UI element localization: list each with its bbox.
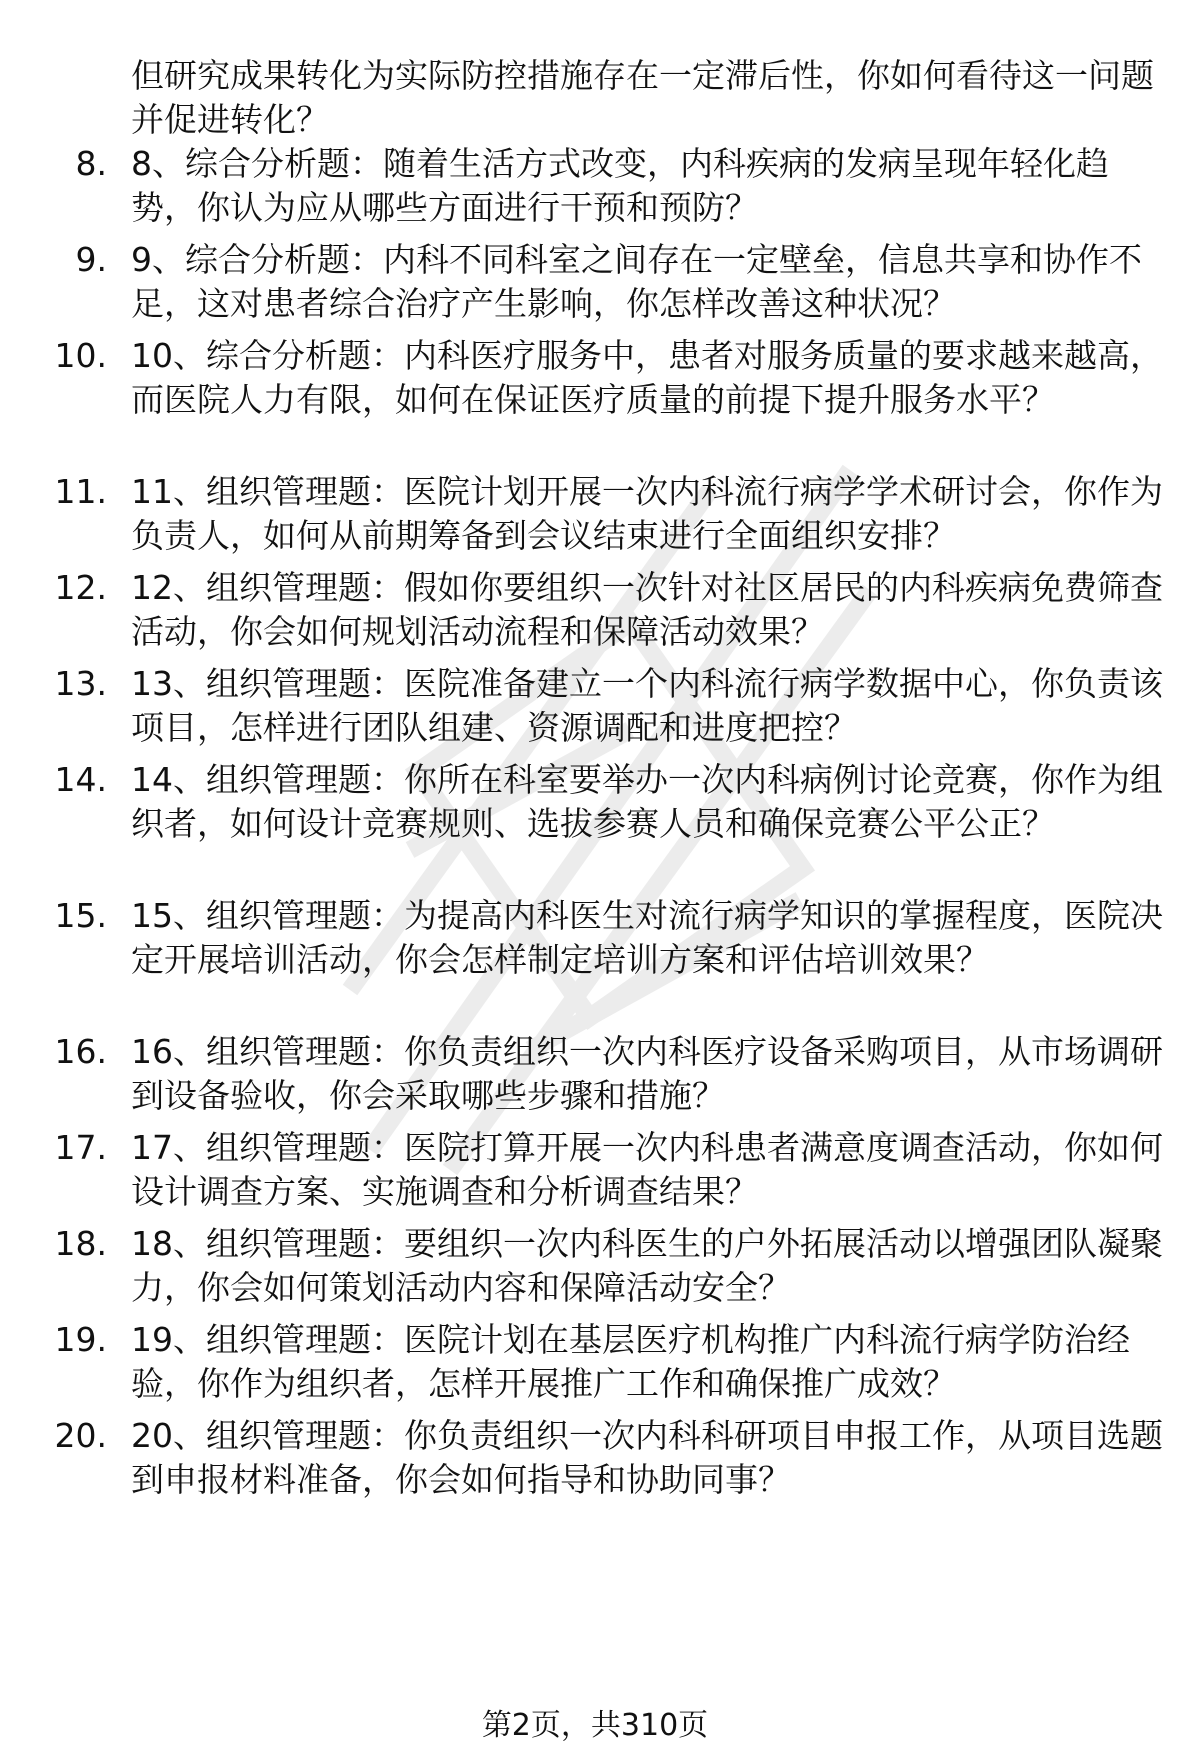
question-text: 19、组织管理题：医院计划在基层医疗机构推广内科流行病学防治经验，你作为组织者，怎样开展推广工作和确保推广成效？ <box>131 1320 1130 1403</box>
question-text: 9、综合分析题：内科不同科室之间存在一定壁垒，信息共享和协作不足，这对患者综合治疗产生影响，你怎样改善这种状况？ <box>131 240 1142 323</box>
list-number: 10. <box>54 336 107 375</box>
question-text: 17、组织管理题：医院打算开展一次内科患者满意度调查活动，你如何设计调查方案、实施调查和分析调查结果？ <box>131 1128 1163 1211</box>
question-text: 13、组织管理题：医院准备建立一个内科流行病学数据中心，你负责该项目，怎样进行团队组建、资源调配和进度把控？ <box>131 664 1163 747</box>
list-number: 12. <box>54 568 107 607</box>
list-number: 8. <box>75 144 107 183</box>
list-number: 9. <box>75 240 107 279</box>
page-footer: 第2页，共310页 <box>481 1708 709 1743</box>
question-text: 11、组织管理题：医院计划开展一次内科流行病学学术研讨会，你作为负责人，如何从前期筹备到会议结束进行全面组织安排？ <box>131 472 1163 555</box>
question-text: 12、组织管理题：假如你要组织一次针对社区居民的内科疾病免费筛查活动，你会如何规划活动流程和保障活动效果？ <box>131 568 1163 651</box>
list-number: 11. <box>54 472 107 511</box>
question-text: 14、组织管理题：你所在科室要举办一次内科病例讨论竞赛，你作为组织者，如何设计竞赛规则、选拔参赛人员和确保竞赛公平公正？ <box>131 760 1163 843</box>
list-number: 14. <box>54 760 107 799</box>
list-number: 20. <box>54 1416 107 1455</box>
list-number: 18. <box>54 1224 107 1263</box>
list-number: 16. <box>54 1032 107 1071</box>
question-text: 20、组织管理题：你负责组织一次内科科研项目申报工作，从项目选题到申报材料准备，你会如何指导和协助同事？ <box>131 1416 1163 1499</box>
continuation-text: 但研究成果转化为实际防控措施存在一定滞后性，你如何看待这一问题并促进转化？ <box>131 56 1154 139</box>
list-number: 19. <box>54 1320 107 1359</box>
question-text: 16、组织管理题：你负责组织一次内科医疗设备采购项目，从市场调研到设备验收，你会采取哪些步骤和措施？ <box>131 1032 1163 1115</box>
question-text: 10、综合分析题：内科医疗服务中，患者对服务质量的要求越来越高，而医院人力有限，如何在保证医疗质量的前提下提升服务水平？ <box>131 336 1163 419</box>
list-number: 15. <box>54 896 107 935</box>
question-text: 18、组织管理题：要组织一次内科医生的户外拓展活动以增强团队凝聚力，你会如何策划活动内容和保障活动安全？ <box>131 1224 1163 1307</box>
list-number: 13. <box>54 664 107 703</box>
question-text: 15、组织管理题：为提高内科医生对流行病学知识的掌握程度，医院决定开展培训活动，你会怎样制定培训方案和评估培训效果？ <box>131 896 1163 979</box>
question-text: 8、综合分析题：随着生活方式改变，内科疾病的发病呈现年轻化趋势，你认为应从哪些方面进行干预和预防？ <box>131 144 1109 227</box>
list-number: 17. <box>54 1128 107 1167</box>
